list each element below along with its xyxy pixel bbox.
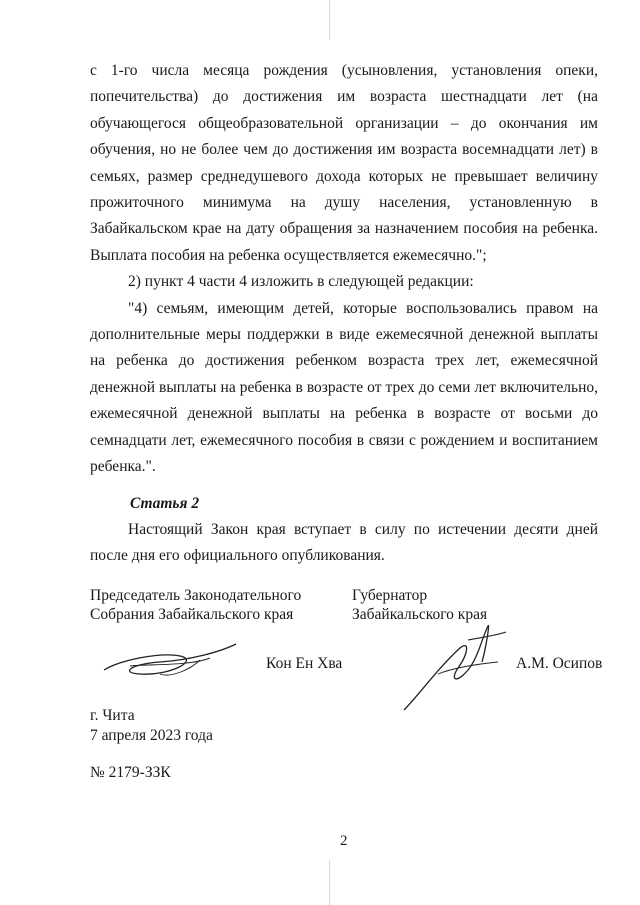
article-title: Статья 2 [130, 494, 200, 512]
signatory-right-name: А.М. Осипов [516, 655, 603, 672]
document-body [90, 58, 598, 570]
city: г. Чита [90, 707, 135, 724]
paragraph-continuation: с 1-го числа месяца рождения (усыновления, установления опеки, попечительства) до достижения им возраста шестнадцати лет (на обучающегося общеобразовательной организации – до окончания им обучения, но не более чем до достижения им возраста восемнадцати лет) в семьях, размер среднедушевого дохода которых не превышает величину прожиточного минимума на душу населения, установленную в Забайкальском крае на дату обращения за назначением пособия на ребенка. Выплата пособия на ребенка осуществляется ежемесячно."; [90, 62, 598, 264]
page-number: 2 [340, 833, 348, 849]
signatory-right-title-line2: Забайкальского края [352, 606, 488, 623]
place-and-date [90, 706, 213, 746]
scan-fold-line [329, 860, 330, 905]
date: 7 апреля 2023 года [90, 727, 213, 744]
paragraph-entry-into-force: Настоящий Закон края вступает в силу по истечении десяти дней после дня его официального опубликования. [90, 520, 598, 565]
signatory-left-title-line2: Собрания Забайкальского края [90, 606, 294, 623]
scan-fold-line [329, 0, 330, 40]
handwritten-signature-left [100, 630, 240, 690]
paragraph-quoted-point-4: "4) семьям, имеющим детей, которые воспользовались правом на дополнительные меры поддержки в виде ежемесячной денежной выплаты на ребенка до достижения ребенком возраста трех лет, ежемесячной денежной выплаты на ребенка в возрасте от трех до семи лет включительно, ежемесячной денежной выплаты на ребенка в возрасте от восьми до семнадцати лет, ежемесячного пособия в связи с рождением и воспитанием ребенка.". [90, 299, 598, 476]
signatory-right-title-line1: Губернатор [352, 587, 428, 604]
signatory-left-title [90, 586, 301, 624]
handwritten-signature-right [398, 618, 510, 718]
law-number: № 2179-ЗЗК [90, 764, 171, 781]
paragraph-amendment-2: 2) пункт 4 части 4 изложить в следующей редакции: [128, 273, 474, 291]
signatory-left-name: Кон Ен Хва [266, 655, 343, 672]
signatory-left-title-line1: Председатель Законодательного [90, 587, 302, 604]
